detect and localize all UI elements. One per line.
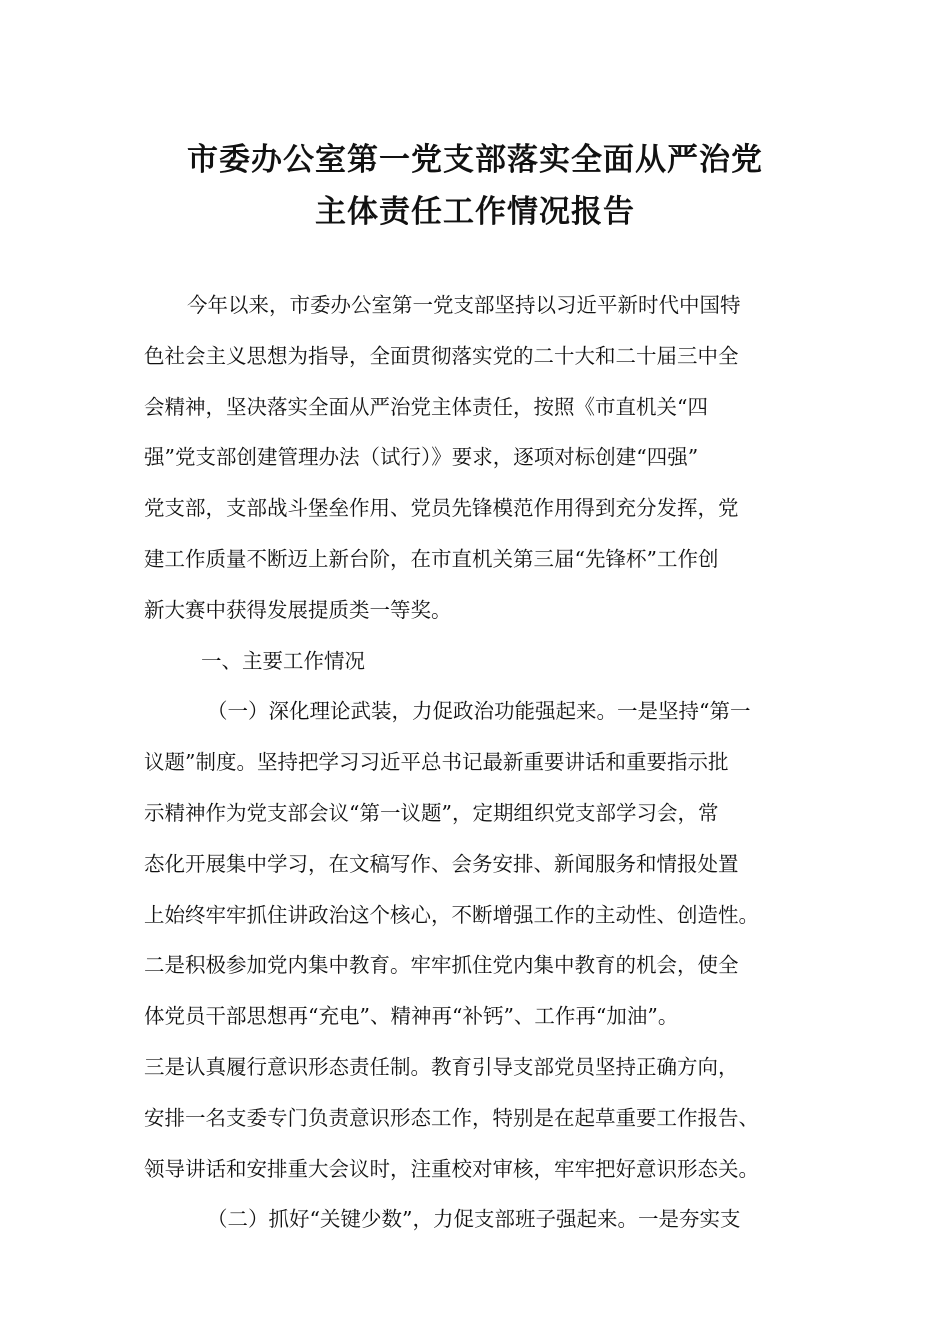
paragraph-intro-line: 新大赛中获得发展提质类一等奖。 bbox=[144, 597, 452, 622]
subsection-one-line: 议题”制度。坚持把学习习近平总书记最新重要讲话和重要指示批 bbox=[144, 750, 729, 775]
subsection-one-line: 二是积极参加党内集中教育。牢牢抓住党内集中教育的机会，使全 bbox=[144, 953, 739, 978]
paragraph-intro-line: 强”党支部创建管理办法（试行）》要求，逐项对标创建“四强” bbox=[144, 445, 699, 470]
subsection-one-line: 安排一名支委专门负责意识形态工作，特别是在起草重要工作报告、 bbox=[144, 1105, 759, 1130]
subsection-one-line: 体党员干部思想再“充电”、精神再“补钙”、工作再“加油”。 bbox=[144, 1004, 679, 1029]
subsection-one-line: 示精神作为党支部会议“第一议题”，定期组织党支部学习会，常 bbox=[144, 800, 719, 825]
subsection-one-line: 领导讲话和安排重大会议时，注重校对审核，牢牢把好意识形态关。 bbox=[144, 1156, 759, 1181]
paragraph-intro-line: 会精神，坚决落实全面从严治党主体责任，按照《市直机关“四 bbox=[144, 394, 708, 419]
document-body bbox=[144, 280, 834, 1245]
document-title-line-1: 市委办公室第一党支部落实全面从严治党 bbox=[187, 142, 763, 178]
section-heading: 一、主要工作情况 bbox=[201, 648, 365, 673]
paragraph-intro-line: 党支部，支部战斗堡垒作用、党员先锋模范作用得到充分发挥，党 bbox=[144, 496, 739, 521]
subsection-one-line: （一）深化理论武装，力促政治功能强起来。一是坚持“第一 bbox=[207, 699, 751, 724]
subsection-one-line: 态化开展集中学习，在文稿写作、会务安排、新闻服务和情报处置 bbox=[144, 851, 739, 876]
paragraph-intro-line: 建工作质量不断迈上新台阶，在市直机关第三届“先锋杯”工作创 bbox=[144, 546, 719, 571]
document-title-line-2: 主体责任工作情况报告 bbox=[315, 194, 635, 230]
subsection-one-line: 上始终牢牢抓住讲政治这个核心，不断增强工作的主动性、创造性。 bbox=[144, 902, 759, 927]
paragraph-intro-line: 今年以来，市委办公室第一党支部坚持以习近平新时代中国特 bbox=[187, 293, 741, 317]
subsection-two-line: （二）抓好“关键少数”，力促支部班子强起来。一是夯实支 bbox=[207, 1207, 741, 1232]
paragraph-intro-line: 色社会主义思想为指导，全面贯彻落实党的二十大和二十届三中全 bbox=[144, 343, 739, 368]
subsection-one-line: 三是认真履行意识形态责任制。教育引导支部党员坚持正确方向， bbox=[144, 1054, 739, 1079]
